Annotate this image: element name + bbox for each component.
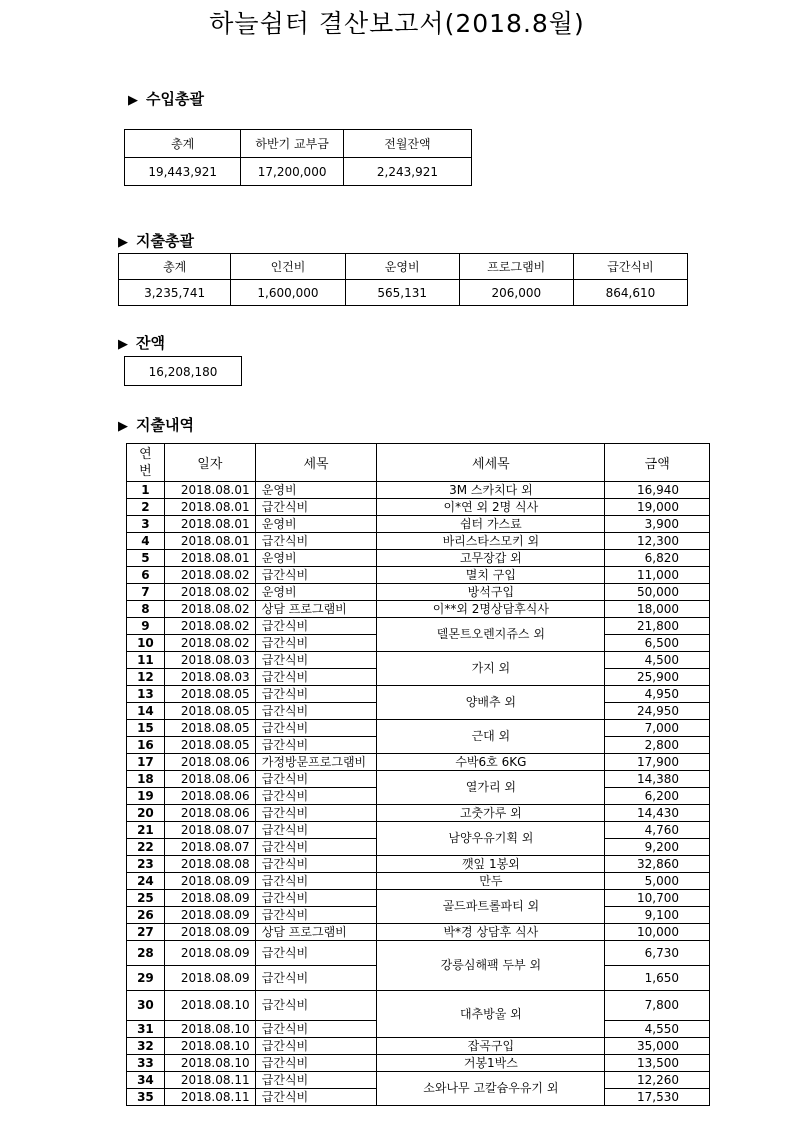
- expense-header-personnel: 인건비: [231, 254, 345, 280]
- row-amount: 9,200: [605, 839, 710, 856]
- row-amount: 6,730: [605, 941, 710, 966]
- triangle-bullet-icon: ▶: [118, 235, 128, 250]
- row-subcategory: 양배추 외: [377, 686, 605, 720]
- table-row: [127, 584, 710, 601]
- row-amount: 18,000: [605, 601, 710, 618]
- row-category: 급간식비: [255, 652, 377, 669]
- row-number: 31: [127, 1021, 165, 1038]
- row-subcategory: 고무장갑 외: [377, 550, 605, 567]
- table-row: [127, 601, 710, 618]
- table-row: [127, 991, 710, 1021]
- income-value-grant: 17,200,000: [241, 158, 344, 186]
- row-date: 2018.08.02: [164, 635, 255, 652]
- balance-value: 16,208,180: [124, 356, 242, 386]
- row-amount: 6,820: [605, 550, 710, 567]
- row-subcategory: 멸치 구입: [377, 567, 605, 584]
- balance-section-heading: [118, 332, 165, 353]
- row-number: 3: [127, 516, 165, 533]
- row-number: 9: [127, 618, 165, 635]
- expense-section-heading: [118, 230, 194, 251]
- row-number: 11: [127, 652, 165, 669]
- expense-detail-table: [126, 443, 710, 1106]
- row-category: 급간식비: [255, 1038, 377, 1055]
- row-category: 운영비: [255, 482, 377, 499]
- row-category: 급간식비: [255, 720, 377, 737]
- income-header-carryover: 전월잔액: [343, 130, 471, 158]
- row-category: 급간식비: [255, 669, 377, 686]
- row-number: 35: [127, 1089, 165, 1106]
- table-row: [127, 686, 710, 703]
- row-number: 17: [127, 754, 165, 771]
- income-summary-table: [124, 129, 472, 186]
- row-number: 4: [127, 533, 165, 550]
- expense-header-meals: 급간식비: [573, 254, 687, 280]
- row-date: 2018.08.05: [164, 737, 255, 754]
- income-value-total: 19,443,921: [125, 158, 241, 186]
- table-row: [127, 550, 710, 567]
- table-row: [127, 533, 710, 550]
- row-date: 2018.08.08: [164, 856, 255, 873]
- row-amount: 6,200: [605, 788, 710, 805]
- income-value-carryover: 2,243,921: [343, 158, 471, 186]
- detail-header-amount: 금액: [605, 444, 710, 482]
- row-category: 급간식비: [255, 618, 377, 635]
- row-number: 2: [127, 499, 165, 516]
- row-category: 급간식비: [255, 907, 377, 924]
- triangle-bullet-icon: ▶: [128, 93, 138, 108]
- row-amount: 3,900: [605, 516, 710, 533]
- income-header-total: 총계: [125, 130, 241, 158]
- table-row: [127, 720, 710, 737]
- row-date: 2018.08.02: [164, 618, 255, 635]
- row-amount: 4,950: [605, 686, 710, 703]
- row-date: 2018.08.05: [164, 703, 255, 720]
- row-subcategory: 가지 외: [377, 652, 605, 686]
- row-number: 24: [127, 873, 165, 890]
- row-date: 2018.08.06: [164, 771, 255, 788]
- row-subcategory: 델몬트오렌지쥬스 외: [377, 618, 605, 652]
- row-subcategory: 박*경 상담후 식사: [377, 924, 605, 941]
- row-number: 14: [127, 703, 165, 720]
- expense-value-operation: 565,131: [345, 280, 459, 306]
- expense-value-program: 206,000: [459, 280, 573, 306]
- row-amount: 6,500: [605, 635, 710, 652]
- row-number: 13: [127, 686, 165, 703]
- row-category: 상담 프로그램비: [255, 924, 377, 941]
- table-row: [127, 567, 710, 584]
- row-amount: 1,650: [605, 966, 710, 991]
- row-date: 2018.08.01: [164, 533, 255, 550]
- table-row: [127, 499, 710, 516]
- row-number: 21: [127, 822, 165, 839]
- row-number: 26: [127, 907, 165, 924]
- row-date: 2018.08.05: [164, 686, 255, 703]
- row-amount: 14,380: [605, 771, 710, 788]
- row-subcategory: 고춧가루 외: [377, 805, 605, 822]
- page-title: 하늘쉼터 결산보고서(2018.8월): [209, 9, 585, 38]
- row-date: 2018.08.03: [164, 669, 255, 686]
- row-subcategory: 바리스타스모키 외: [377, 533, 605, 550]
- expense-value-total: 3,235,741: [119, 280, 231, 306]
- triangle-bullet-icon: ▶: [118, 337, 128, 352]
- row-number: 22: [127, 839, 165, 856]
- expense-value-personnel: 1,600,000: [231, 280, 345, 306]
- row-date: 2018.08.10: [164, 991, 255, 1021]
- table-row: [127, 516, 710, 533]
- table-row: [127, 856, 710, 873]
- row-amount: 24,950: [605, 703, 710, 720]
- row-date: 2018.08.06: [164, 805, 255, 822]
- row-amount: 4,760: [605, 822, 710, 839]
- detail-table-body: [127, 482, 710, 1106]
- detail-header-category: 세목: [255, 444, 377, 482]
- row-category: 운영비: [255, 550, 377, 567]
- row-date: 2018.08.01: [164, 516, 255, 533]
- table-row: [127, 890, 710, 907]
- row-category: 급간식비: [255, 533, 377, 550]
- row-date: 2018.08.09: [164, 873, 255, 890]
- row-date: 2018.08.03: [164, 652, 255, 669]
- row-subcategory: 수박6호 6KG: [377, 754, 605, 771]
- row-amount: 7,000: [605, 720, 710, 737]
- row-amount: 13,500: [605, 1055, 710, 1072]
- row-number: 20: [127, 805, 165, 822]
- row-category: 급간식비: [255, 941, 377, 966]
- row-amount: 12,300: [605, 533, 710, 550]
- table-row: [127, 1038, 710, 1055]
- row-number: 25: [127, 890, 165, 907]
- row-category: 급간식비: [255, 805, 377, 822]
- row-number: 1: [127, 482, 165, 499]
- row-amount: 4,500: [605, 652, 710, 669]
- row-number: 28: [127, 941, 165, 966]
- row-category: 급간식비: [255, 890, 377, 907]
- row-subcategory: 강릉심해팩 두부 외: [377, 941, 605, 991]
- expense-heading-label: 지출총괄: [136, 232, 194, 250]
- triangle-bullet-icon: ▶: [118, 419, 128, 434]
- row-category: 가정방문프로그램비: [255, 754, 377, 771]
- row-subcategory: 대추방울 외: [377, 991, 605, 1038]
- row-subcategory: 소와나무 고칼슘우유기 외: [377, 1072, 605, 1106]
- row-category: 운영비: [255, 584, 377, 601]
- row-date: 2018.08.11: [164, 1089, 255, 1106]
- table-row: [127, 873, 710, 890]
- row-subcategory: 방석구입: [377, 584, 605, 601]
- detail-header-date: 일자: [164, 444, 255, 482]
- row-date: 2018.08.09: [164, 907, 255, 924]
- row-subcategory: 거봉1박스: [377, 1055, 605, 1072]
- table-row: [127, 1072, 710, 1089]
- row-amount: 25,900: [605, 669, 710, 686]
- table-row: [127, 941, 710, 966]
- table-row: [127, 924, 710, 941]
- row-amount: 5,000: [605, 873, 710, 890]
- row-amount: 32,860: [605, 856, 710, 873]
- table-row: [127, 482, 710, 499]
- row-number: 33: [127, 1055, 165, 1072]
- row-number: 12: [127, 669, 165, 686]
- table-row: [127, 805, 710, 822]
- row-date: 2018.08.05: [164, 720, 255, 737]
- row-category: 급간식비: [255, 966, 377, 991]
- row-amount: 16,940: [605, 482, 710, 499]
- row-category: 급간식비: [255, 635, 377, 652]
- row-date: 2018.08.07: [164, 822, 255, 839]
- row-amount: 10,000: [605, 924, 710, 941]
- row-category: 급간식비: [255, 1055, 377, 1072]
- row-category: 급간식비: [255, 567, 377, 584]
- detail-header-no: 연번: [127, 444, 165, 482]
- row-subcategory: 쉼터 가스료: [377, 516, 605, 533]
- row-number: 18: [127, 771, 165, 788]
- row-subcategory: 잡곡구입: [377, 1038, 605, 1055]
- row-amount: 9,100: [605, 907, 710, 924]
- table-row: [127, 822, 710, 839]
- row-subcategory: 열가리 외: [377, 771, 605, 805]
- row-subcategory: 골드파트롤파티 외: [377, 890, 605, 924]
- row-amount: 17,530: [605, 1089, 710, 1106]
- row-subcategory: 만두: [377, 873, 605, 890]
- row-category: 급간식비: [255, 856, 377, 873]
- row-date: 2018.08.07: [164, 839, 255, 856]
- income-heading-label: 수입총괄: [146, 90, 204, 108]
- row-category: 급간식비: [255, 1089, 377, 1106]
- row-category: 급간식비: [255, 771, 377, 788]
- row-category: 급간식비: [255, 703, 377, 720]
- table-row: [127, 771, 710, 788]
- row-date: 2018.08.11: [164, 1072, 255, 1089]
- row-number: 32: [127, 1038, 165, 1055]
- row-category: 급간식비: [255, 686, 377, 703]
- row-date: 2018.08.09: [164, 941, 255, 966]
- row-date: 2018.08.02: [164, 601, 255, 618]
- row-amount: 35,000: [605, 1038, 710, 1055]
- income-section-heading: [128, 88, 204, 109]
- row-date: 2018.08.02: [164, 584, 255, 601]
- row-date: 2018.08.06: [164, 754, 255, 771]
- table-row: [127, 652, 710, 669]
- expense-summary-table: [118, 253, 688, 306]
- row-subcategory: 3M 스카치다 외: [377, 482, 605, 499]
- row-category: 급간식비: [255, 873, 377, 890]
- row-date: 2018.08.09: [164, 924, 255, 941]
- expense-value-meals: 864,610: [573, 280, 687, 306]
- row-date: 2018.08.10: [164, 1038, 255, 1055]
- row-number: 10: [127, 635, 165, 652]
- row-number: 5: [127, 550, 165, 567]
- row-number: 15: [127, 720, 165, 737]
- row-category: 운영비: [255, 516, 377, 533]
- row-amount: 7,800: [605, 991, 710, 1021]
- row-date: 2018.08.10: [164, 1021, 255, 1038]
- row-number: 23: [127, 856, 165, 873]
- row-date: 2018.08.01: [164, 499, 255, 516]
- expense-header-operation: 운영비: [345, 254, 459, 280]
- row-amount: 17,900: [605, 754, 710, 771]
- row-amount: 2,800: [605, 737, 710, 754]
- row-subcategory: 남양우유기획 외: [377, 822, 605, 856]
- row-number: 8: [127, 601, 165, 618]
- row-date: 2018.08.01: [164, 550, 255, 567]
- row-date: 2018.08.09: [164, 890, 255, 907]
- row-amount: 11,000: [605, 567, 710, 584]
- row-date: 2018.08.09: [164, 966, 255, 991]
- row-number: 29: [127, 966, 165, 991]
- detail-section-heading: [118, 414, 194, 435]
- expense-header-total: 총계: [119, 254, 231, 280]
- row-category: 급간식비: [255, 737, 377, 754]
- detail-heading-label: 지출내역: [136, 416, 194, 434]
- row-amount: 12,260: [605, 1072, 710, 1089]
- table-row: [127, 1055, 710, 1072]
- row-category: 급간식비: [255, 499, 377, 516]
- row-category: 급간식비: [255, 1072, 377, 1089]
- row-number: 16: [127, 737, 165, 754]
- row-number: 34: [127, 1072, 165, 1089]
- row-category: 급간식비: [255, 991, 377, 1021]
- row-subcategory: 근대 외: [377, 720, 605, 754]
- row-number: 6: [127, 567, 165, 584]
- row-category: 상담 프로그램비: [255, 601, 377, 618]
- balance-heading-label: 잔액: [136, 334, 165, 352]
- row-category: 급간식비: [255, 1021, 377, 1038]
- row-number: 27: [127, 924, 165, 941]
- row-subcategory: 이**외 2명상담후식사: [377, 601, 605, 618]
- row-number: 30: [127, 991, 165, 1021]
- row-number: 19: [127, 788, 165, 805]
- row-category: 급간식비: [255, 788, 377, 805]
- row-date: 2018.08.02: [164, 567, 255, 584]
- table-row: [127, 618, 710, 635]
- row-subcategory: 깻잎 1봉외: [377, 856, 605, 873]
- table-row: [127, 754, 710, 771]
- row-category: 급간식비: [255, 822, 377, 839]
- row-amount: 14,430: [605, 805, 710, 822]
- row-amount: 4,550: [605, 1021, 710, 1038]
- row-amount: 21,800: [605, 618, 710, 635]
- row-amount: 50,000: [605, 584, 710, 601]
- row-date: 2018.08.10: [164, 1055, 255, 1072]
- row-amount: 19,000: [605, 499, 710, 516]
- expense-header-program: 프로그램비: [459, 254, 573, 280]
- row-amount: 10,700: [605, 890, 710, 907]
- row-date: 2018.08.01: [164, 482, 255, 499]
- row-date: 2018.08.06: [164, 788, 255, 805]
- income-header-grant: 하반기 교부금: [241, 130, 344, 158]
- row-number: 7: [127, 584, 165, 601]
- row-subcategory: 이*연 외 2명 식사: [377, 499, 605, 516]
- detail-header-subcategory: 세세목: [377, 444, 605, 482]
- row-category: 급간식비: [255, 839, 377, 856]
